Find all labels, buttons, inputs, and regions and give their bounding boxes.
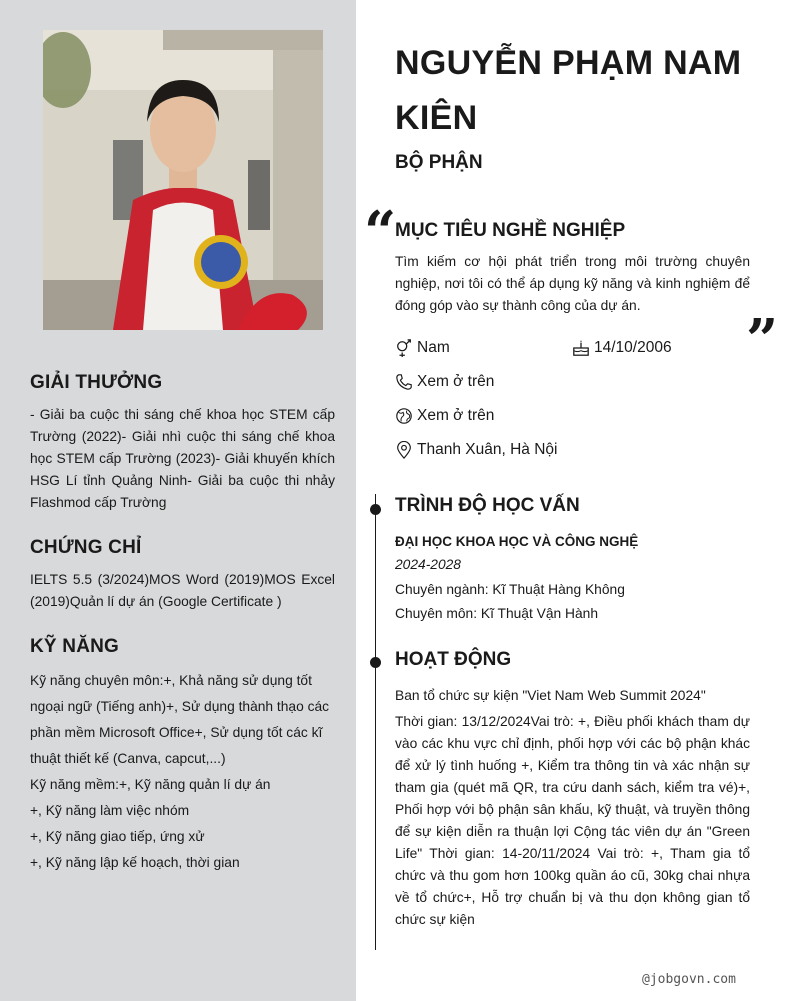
gender-value: Nam (417, 339, 450, 356)
sidebar (0, 0, 356, 1001)
education-heading: TRÌNH ĐỘ HỌC VẤN (395, 495, 580, 516)
footer-credit: @jobgovn.com (642, 972, 736, 987)
gender-row (395, 339, 450, 357)
address-value: Thanh Xuân, Hà Nội (417, 441, 558, 458)
education-major: Chuyên ngành: Kĩ Thuật Hàng Không (395, 582, 625, 597)
timeline-dot (370, 657, 381, 668)
phone-value: Xem ở trên (417, 373, 495, 390)
certificates-heading: CHỨNG CHỈ (30, 537, 142, 558)
education-school: ĐẠI HỌC KHOA HỌC VÀ CÔNG NGHỆ (395, 534, 639, 549)
skills-list (30, 668, 335, 876)
gender-icon (395, 339, 413, 357)
skills-section (30, 636, 335, 876)
website-row (395, 407, 494, 425)
candidate-name: NGUYỄN PHẠM NAM KIÊN (395, 44, 742, 137)
skills-heading: KỸ NĂNG (30, 636, 120, 657)
objective-heading: MỤC TIÊU NGHỀ NGHIỆP (395, 220, 626, 241)
location-icon (395, 441, 413, 459)
certificates-section (30, 537, 335, 613)
education-subject: Chuyên môn: Kĩ Thuật Vận Hành (395, 606, 598, 621)
profile-photo-illustration (43, 30, 323, 330)
timeline-line (375, 494, 376, 950)
quote-close-icon: ” (746, 307, 779, 373)
address-row (395, 441, 557, 459)
profile-photo (43, 30, 323, 330)
birthday-value: 14/10/2006 (594, 339, 672, 356)
activities-heading: HOẠT ĐỘNG (395, 649, 512, 670)
department-label: BỘ PHẬN (395, 152, 483, 173)
certificates-text: IELTS 5.5 (3/2024)MOS Word (2019)MOS Excel (2019)Quản lí dự án (Google Certificate ) (30, 572, 335, 609)
skills-line: +, Kỹ năng làm việc nhóm (30, 803, 190, 818)
phone-icon (395, 373, 413, 391)
activities-title: Ban tổ chức sự kiện "Viet Nam Web Summit 2024" (395, 688, 706, 703)
education-period: 2024-2028 (395, 557, 461, 572)
skills-line: Kỹ năng chuyên môn:+, Khả năng sử dụng tốt ngoại ngữ (Tiếng anh)+, Sử dụng thành thạo các phần mềm Microsoft Office+, Sử dụng tốt các kĩ thuật thiết kế (Canva, capcut,...) (30, 673, 330, 766)
objective-text: Tìm kiếm cơ hội phát triển trong môi trường chuyên nghiệp, nơi tôi có thể áp dụng kỹ năng và kinh nghiệm để đóng góp vào sự thành công của dự án. (395, 254, 750, 313)
timeline-dot (370, 504, 381, 515)
skills-line: +, Kỹ năng giao tiếp, ứng xử (30, 829, 205, 844)
awards-heading: GIẢI THƯỞNG (30, 372, 163, 393)
activities-text: Thời gian: 13/12/2024Vai trò: +, Điều phối khách tham dự vào các khu vực chỉ định, phối hợp với các bộ phận khác để xử lý tình huống +, Kiểm tra thông tin và xác nhận sự tham gia (quét mã QR, tra cứu danh sách, kiểm tra vé)+, Phối hợp với bộ phận sân khấu, kỹ thuật, và truyền thông để sự kiện diễn ra thuận lợi Cộng tác viên dự án "Green Life" Thời gian: 14-20/11/2024 Vai trò: +, Tham gia tổ chức và thu gom hơn 100kg quần áo cũ, 30kg chai nhựa về tổ chức+, Hỗ trợ chuẩn bị và thu dọn không gian tổ chức sự kiện (395, 714, 750, 927)
skills-line: Kỹ năng mềm:+, Kỹ năng quản lí dự án (30, 777, 271, 792)
phone-row (395, 373, 494, 391)
awards-text: - Giải ba cuộc thi sáng chế khoa học STEM cấp Trường (2022)- Giải nhì cuộc thi sáng chế khoa học STEM cấp Trường (2023)- Giải khuyến khích HSG Lí tỉnh Quảng Ninh- Giải ba cuộc thi nhảy Flashmod cấp Trường (30, 407, 335, 510)
main-column (356, 0, 790, 1001)
cake-icon (572, 339, 590, 357)
globe-icon (395, 407, 413, 425)
skills-line: +, Kỹ năng lập kế hoạch, thời gian (30, 855, 240, 870)
birthday-row (572, 339, 672, 357)
website-value: Xem ở trên (417, 407, 495, 424)
awards-section (30, 372, 335, 514)
quote-open-icon: “ (364, 199, 397, 265)
